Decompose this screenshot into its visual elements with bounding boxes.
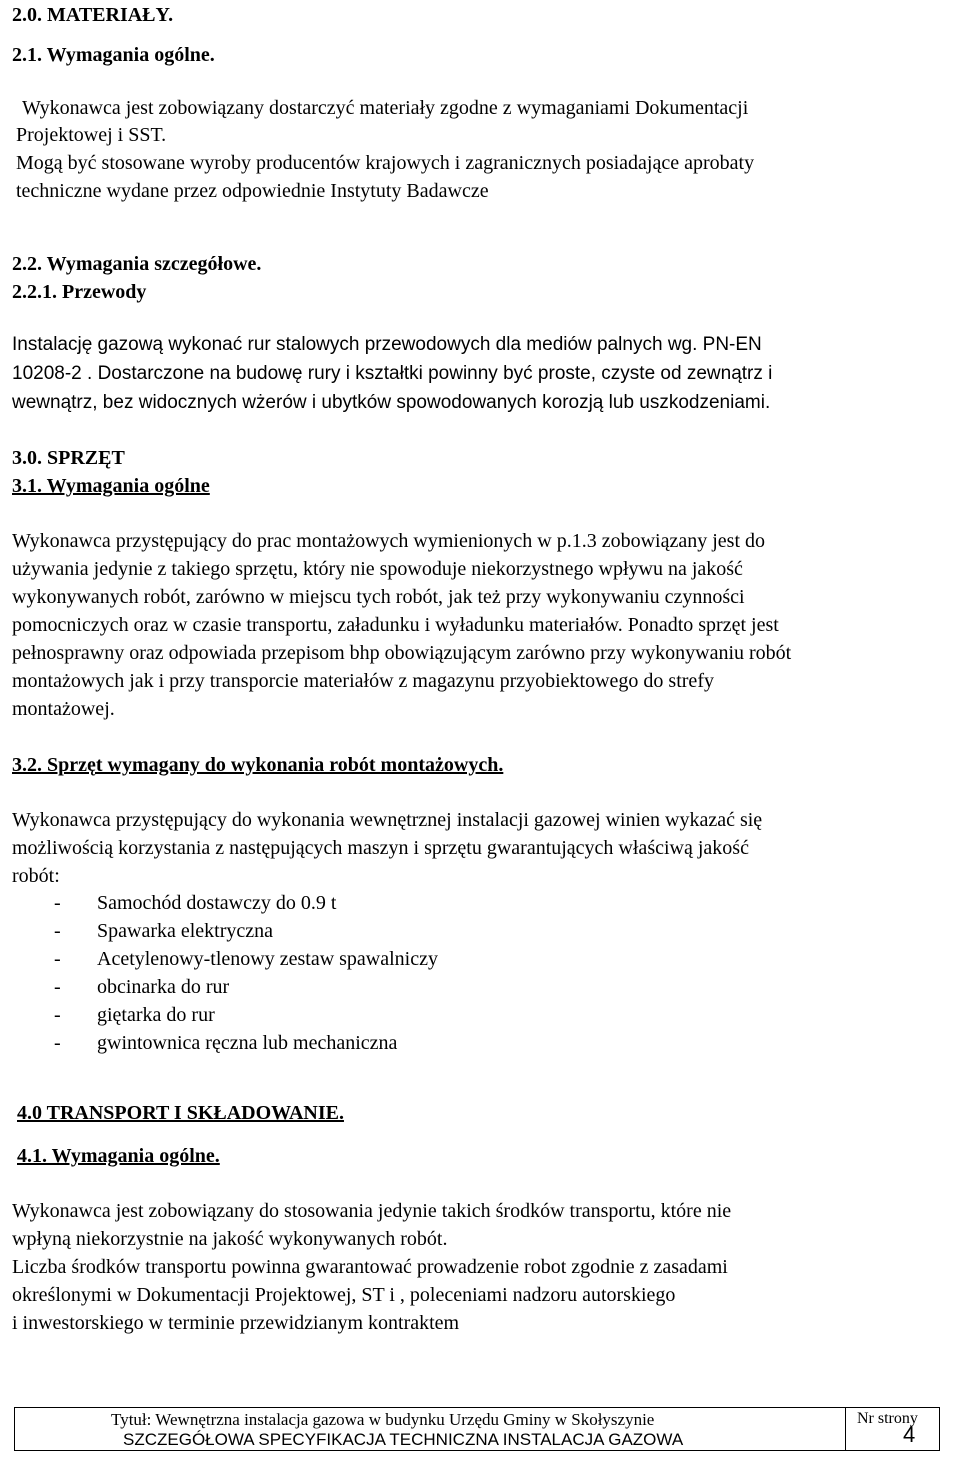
- text-line: techniczne wydane przez odpowiednie Instytuty Badawcze: [16, 180, 489, 202]
- list-item-text: Spawarka elektryczna: [97, 920, 274, 942]
- footer-title: Tytuł: Wewnętrzna instalacja gazowa w budynku Urzędu Gminy w Skołyszynie: [111, 1410, 655, 1429]
- footer-divider: [845, 1408, 846, 1450]
- heading-general-requirements: 2.1. Wymagania ogólne.: [12, 44, 215, 66]
- list-dash: -: [54, 976, 61, 998]
- heading-transport: 4.0 TRANSPORT I SKŁADOWANIE.: [17, 1102, 344, 1124]
- list-dash: -: [54, 1032, 61, 1054]
- text-line: Liczba środków transportu powinna gwarantować prowadzenie robot zgodnie z zasadami: [12, 1256, 728, 1278]
- list-item: [0, 948, 960, 974]
- footer-subtitle: SZCZEGÓŁOWA SPECYFIKACJA TECHNICZNA INSTALACJA GAZOWA: [123, 1430, 684, 1449]
- list-item: [0, 1032, 960, 1058]
- list-dash: -: [54, 892, 61, 914]
- text-line: używania jedynie z takiego sprzętu, który nie spowoduje niekorzystnego wpływu na jakość: [12, 558, 743, 580]
- text-line: pełnosprawny oraz odpowiada przepisom bhp obowiązującym zarówno przy wykonywaniu robót: [12, 642, 792, 664]
- heading-required-equipment: 3.2. Sprzęt wymagany do wykonania robót montażowych.: [12, 754, 504, 776]
- list-item: [0, 976, 960, 1002]
- text-line: Instalację gazową wykonać rur stalowych przewodowych dla mediów palnych wg. PN-EN: [12, 334, 762, 355]
- text-line: Wykonawca przystępujący do wykonania wewnętrznej instalacji gazowej winien wykazać się: [12, 809, 763, 831]
- heading-equipment-general: 3.1. Wymagania ogólne: [12, 475, 210, 497]
- text-line: 10208-2 . Dostarczone na budowę rury i kształtki powinny być proste, czyste od zewnątrz i: [12, 363, 773, 384]
- list-dash: -: [54, 920, 61, 942]
- list-item: [0, 920, 960, 946]
- text-line: Projektowej i SST.: [16, 124, 167, 146]
- text-line: pomocniczych oraz w czasie transportu, załadunku i wyładunku materiałów. Ponadto sprzęt jest: [12, 614, 779, 636]
- heading-equipment: 3.0. SPRZĘT: [12, 447, 125, 469]
- list-item: [0, 1004, 960, 1030]
- text-line: i inwestorskiego w terminie przewidzianym kontraktem: [12, 1312, 460, 1334]
- list-item-text: Samochód dostawczy do 0.9 t: [97, 892, 337, 914]
- text-line: montażowej.: [12, 698, 115, 720]
- heading-pipes: 2.2.1. Przewody: [12, 281, 147, 303]
- text-line: Wykonawca przystępujący do prac montażowych wymienionych w p.1.3 zobowiązany jest do: [12, 530, 766, 552]
- text-line: wpłyną niekorzystnie na jakość wykonywanych robót.: [12, 1228, 448, 1250]
- page-number-label: Nr strony: [857, 1410, 918, 1427]
- text-line: określonymi w Dokumentacji Projektowej, ST i , poleceniami nadzoru autorskiego: [12, 1284, 676, 1306]
- text-line: Wykonawca jest zobowiązany do stosowania jedynie takich środków transportu, które nie: [12, 1200, 732, 1222]
- list-item: [0, 892, 960, 918]
- text-line: Wykonawca jest zobowiązany dostarczyć materiały zgodne z wymaganiami Dokumentacji: [22, 97, 749, 119]
- text-line: montażowych jak i przy transporcie materiałów z magazynu przyobiektowego do strefy: [12, 670, 714, 692]
- text-line: wewnątrz, bez widocznych wżerów i ubytków spowodowanych korozją lub uszkodzeniami.: [12, 392, 771, 413]
- heading-materials: 2.0. MATERIAŁY.: [12, 4, 174, 26]
- page-number: 4: [903, 1422, 916, 1447]
- heading-detailed-requirements: 2.2. Wymagania szczegółowe.: [12, 253, 262, 275]
- list-item-text: Acetylenowy-tlenowy zestaw spawalniczy: [97, 948, 438, 970]
- list-item-text: obcinarka do rur: [97, 976, 230, 998]
- list-dash: -: [54, 948, 61, 970]
- heading-transport-general: 4.1. Wymagania ogólne.: [17, 1145, 220, 1167]
- list-item-text: giętarka do rur: [97, 1004, 215, 1026]
- list-item-text: gwintownica ręczna lub mechaniczna: [97, 1032, 398, 1054]
- page-footer: [14, 1407, 940, 1451]
- text-line: wykonywanych robót, zarówno w miejscu tych robót, jak też przy wykonywaniu czynności: [12, 586, 745, 608]
- list-dash: -: [54, 1004, 61, 1026]
- text-line: Mogą być stosowane wyroby producentów krajowych i zagranicznych posiadające aprobaty: [16, 152, 755, 174]
- text-line: robót:: [12, 865, 60, 887]
- text-line: możliwością korzystania z następujących maszyn i sprzętu gwarantujących właściwą jakość: [12, 837, 749, 859]
